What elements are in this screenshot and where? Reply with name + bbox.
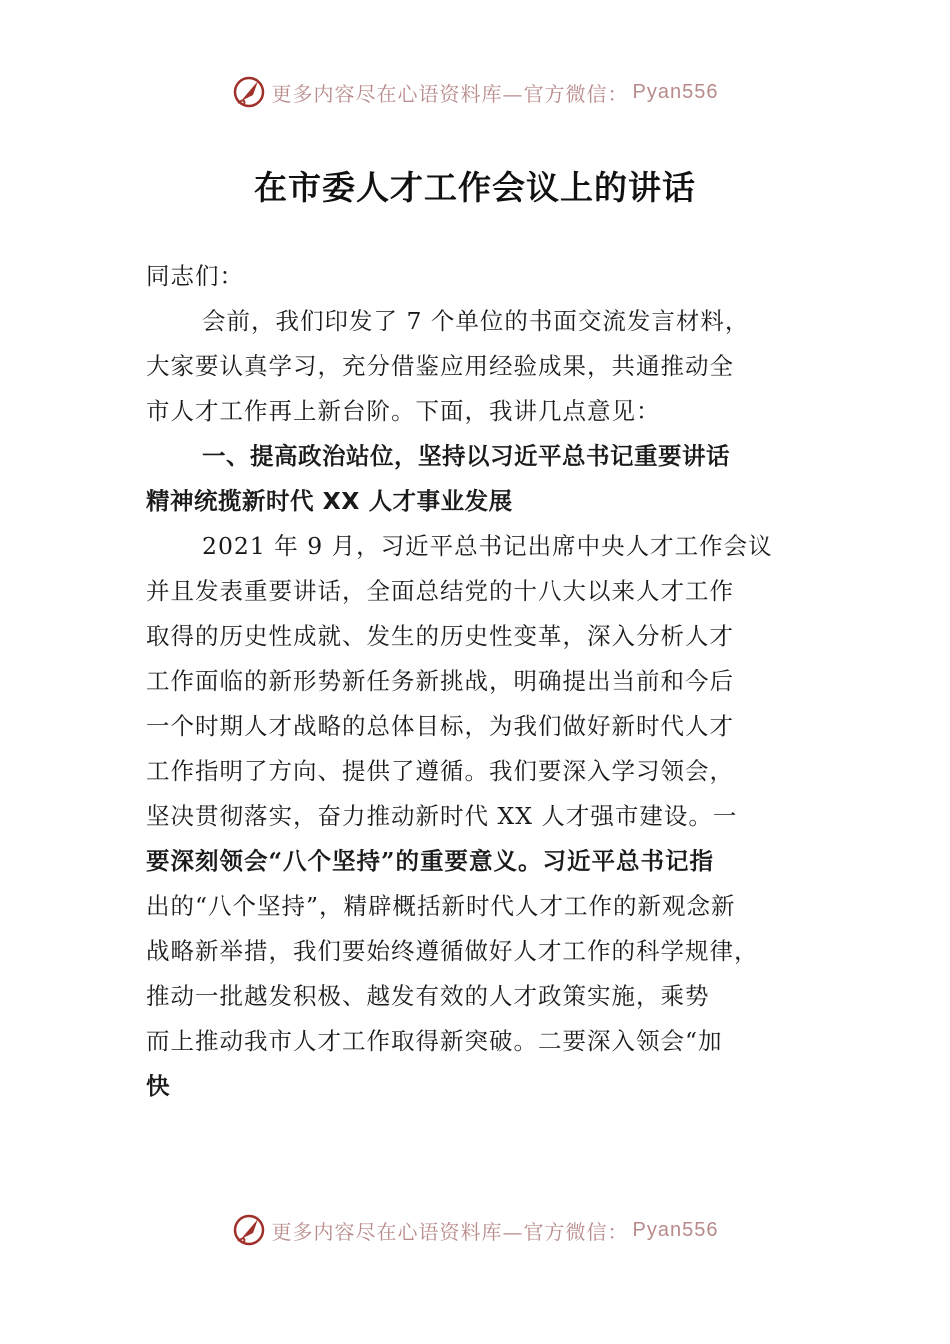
paragraph-line: 推动一批越发积极、越发有效的人才政策实施，乘势 <box>146 982 710 1010</box>
section-heading: 精神统揽新时代 XX 人才事业发展 <box>146 487 513 515</box>
paragraph-line: 快 <box>146 1072 171 1100</box>
paragraph-line: 坚决贯彻落实，奋力推动新时代 XX 人才强市建设。一 <box>146 802 738 830</box>
banner-text: 更多内容尽在心语资料库—官方微信： <box>271 81 629 106</box>
header-banner <box>0 70 950 114</box>
paragraph-line: 出的“八个坚持”，精辟概括新时代人才工作的新观念新 <box>146 892 736 920</box>
quill-logo-icon <box>232 1213 266 1247</box>
banner-text: 更多内容尽在心语资料库—官方微信： <box>271 1219 629 1244</box>
page-title: 在市委人才工作会议上的讲话 <box>254 168 696 207</box>
section-heading: 一、提高政治站位，坚持以习近平总书记重要讲话 <box>202 442 730 470</box>
paragraph-line: 大家要认真学习，充分借鉴应用经验成果，共通推动全 <box>146 352 734 380</box>
paragraph-line: 战略新举措，我们要始终遵循做好人才工作的科学规律， <box>146 937 759 965</box>
quill-logo-icon <box>232 75 266 109</box>
banner-wechat-id: Pyan556 <box>632 80 719 103</box>
document-body <box>146 254 810 1109</box>
paragraph-line: 工作面临的新形势新任务新挑战，明确提出当前和今后 <box>146 667 734 695</box>
paragraph-line: 一个时期人才战略的总体目标，为我们做好新时代人才 <box>146 712 734 740</box>
banner-wechat-id: Pyan556 <box>632 1218 719 1241</box>
paragraph-line: 并且发表重要讲话，全面总结党的十八大以来人才工作 <box>146 577 734 605</box>
paragraph-line: 而上推动我市人才工作取得新突破。二要深入领会“加 <box>146 1027 723 1055</box>
footer-banner <box>0 1208 950 1252</box>
paragraph-line: 会前，我们印发了 7 个单位的书面交流发言材料， <box>202 307 750 335</box>
paragraph-line: 工作指明了方向、提供了遵循。我们要深入学习领会， <box>146 757 734 785</box>
paragraph-line: 2021 年 9 月，习近平总书记出席中央人才工作会议 <box>202 532 773 560</box>
paragraph-line: 要深刻领会“八个坚持”的重要意义。习近平总书记指 <box>146 847 715 875</box>
paragraph-line: 市人才工作再上新台阶。下面，我讲几点意见： <box>146 397 661 425</box>
greeting: 同志们： <box>146 262 244 290</box>
paragraph-line: 取得的历史性成就、发生的历史性变革，深入分析人才 <box>146 622 734 650</box>
